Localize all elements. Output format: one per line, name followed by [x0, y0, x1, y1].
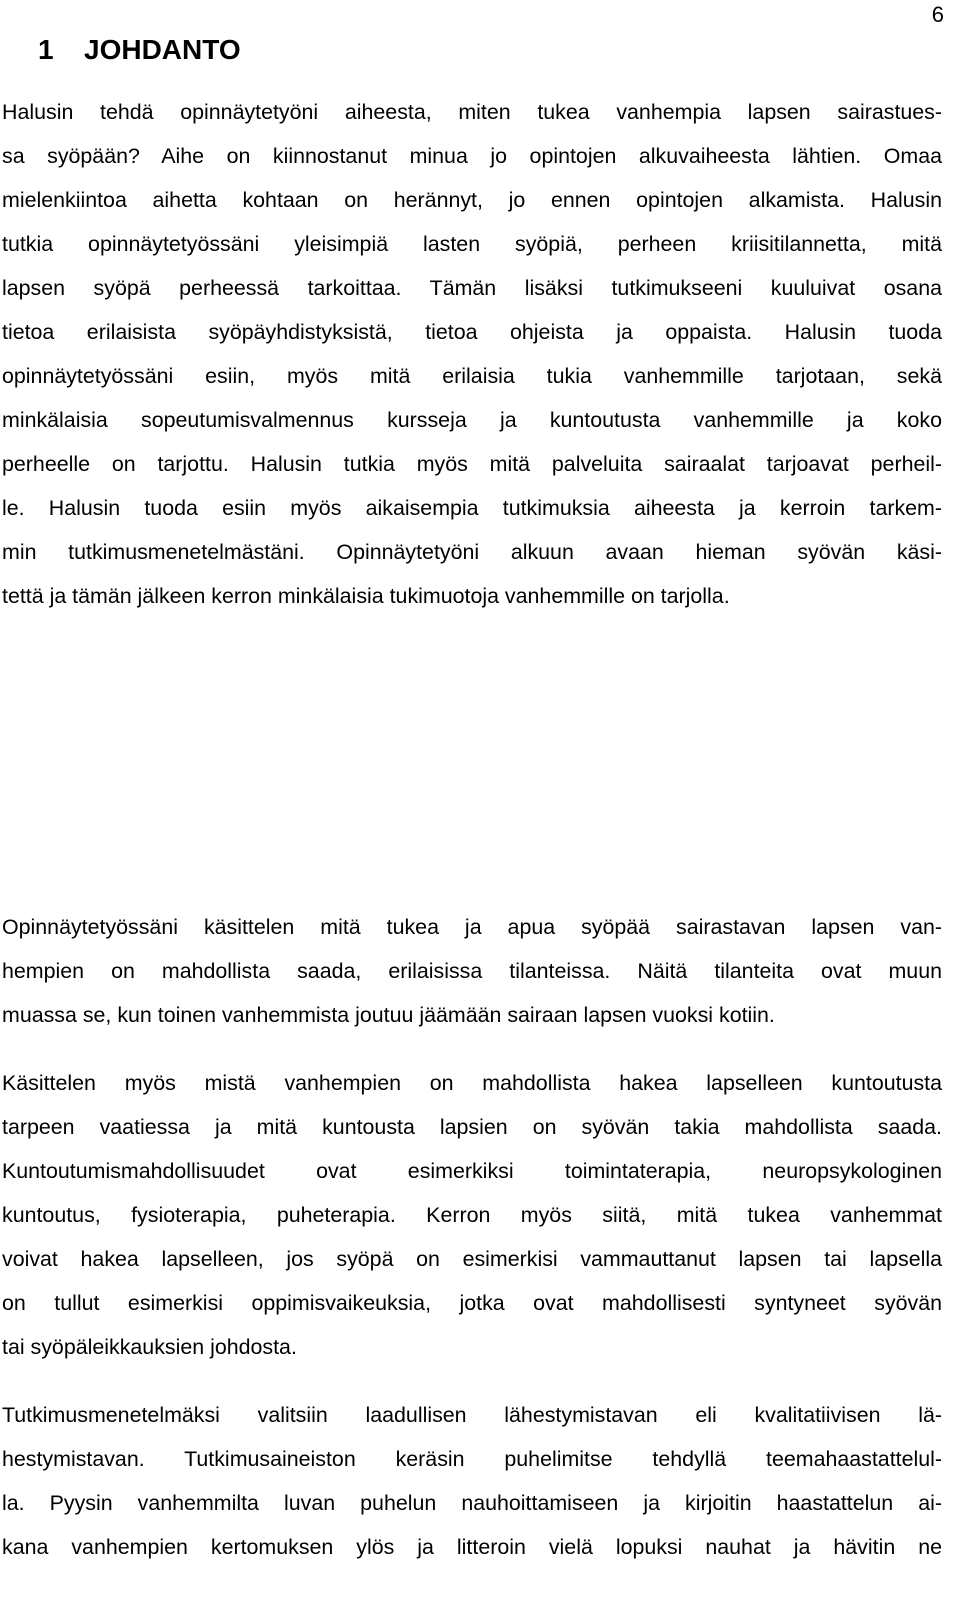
text-line: kuntoutus, fysioterapia, puheterapia. Kerron myös siitä, mitä tukea vanhemmat — [2, 1203, 942, 1227]
text-line: Opinnäytetyössäni käsittelen mitä tukea ja apua syöpää sairastavan lapsen van- — [2, 915, 942, 939]
text-line: tai syöpäleikkauksien johdosta. — [2, 1335, 297, 1359]
text-line: lapsen syöpä perheessä tarkoittaa. Tämän lisäksi tutkimukseeni kuuluivat osana — [2, 276, 942, 300]
text-line: Kuntoutumismahdollisuudet ovat esimerkiksi toimintaterapia, neuropsykologinen — [2, 1159, 942, 1183]
text-line: voivat hakea lapselleen, jos syöpä on esimerkisi vammauttanut lapsen tai lapsella — [2, 1247, 942, 1271]
text-line: opinnäytetyössäni esiin, myös mitä erilaisia tukia vanhemmille tarjotaan, sekä — [2, 364, 942, 388]
chapter-number: 1 — [38, 34, 54, 65]
paragraph-intro — [2, 90, 942, 618]
text-line: hestymistavan. Tutkimusaineiston keräsin puhelimitse tehdyllä teemahaastattelul- — [2, 1447, 942, 1471]
text-line: la. Pyysin vanhemmilta luvan puhelun nauhoittamiseen ja kirjoitin haastattelun ai- — [2, 1491, 942, 1515]
paragraph-support — [2, 905, 942, 1037]
text-line: le. Halusin tuoda esiin myös aikaisempia tutkimuksia aiheesta ja kerroin tarkem- — [2, 496, 942, 520]
text-line: tietoa erilaisista syöpäyhdistyksistä, tietoa ohjeista ja oppaista. Halusin tuoda — [2, 320, 942, 344]
chapter-heading — [38, 30, 241, 70]
text-line: tettä ja tämän jälkeen kerron minkälaisia tukimuotoja vanhemmille on tarjolla. — [2, 584, 730, 608]
text-line: kana vanhempien kertomuksen ylös ja litteroin vielä lopuksi nauhat ja hävitin ne — [2, 1535, 942, 1559]
text-line: perheelle on tarjottu. Halusin tutkia myös mitä palveluita sairaalat tarjoavat perheil- — [2, 452, 942, 476]
paragraph-rehabilitation — [2, 1061, 942, 1369]
text-line: tutkia opinnäytetyössäni yleisimpiä lasten syöpiä, perheen kriisitilannetta, mitä — [2, 232, 942, 256]
text-line: minkälaisia sopeutumisvalmennus kursseja ja kuntoutusta vanhemmille ja koko — [2, 408, 942, 432]
text-line: on tullut esimerkisi oppimisvaikeuksia, jotka ovat mahdollisesti syntyneet syövän — [2, 1291, 942, 1315]
paragraph-method — [2, 1393, 942, 1569]
text-line: min tutkimusmenetelmästäni. Opinnäytetyöni alkuun avaan hieman syövän käsi- — [2, 540, 942, 564]
text-line: mielenkiintoa aihetta kohtaan on herännyt, jo ennen opintojen alkamista. Halusin — [2, 188, 942, 212]
page-number: 6 — [931, 2, 944, 27]
text-line: Käsittelen myös mistä vanhempien on mahdollista hakea lapselleen kuntoutusta — [2, 1071, 942, 1095]
text-line: tarpeen vaatiessa ja mitä kuntousta lapsien on syövän takia mahdollista saada. — [2, 1115, 942, 1139]
text-line: hempien on mahdollista saada, erilaisissa tilanteissa. Näitä tilanteita ovat muun — [2, 959, 942, 983]
text-line: sa syöpään? Aihe on kiinnostanut minua jo opintojen alkuvaiheesta lähtien. Omaa — [2, 144, 942, 168]
text-line: Tutkimusmenetelmäksi valitsiin laadullisen lähestymistavan eli kvalitatiivisen lä- — [2, 1403, 942, 1427]
text-line: Halusin tehdä opinnäytetyöni aiheesta, miten tukea vanhempia lapsen sairastues- — [2, 100, 942, 124]
chapter-title: JOHDANTO — [84, 34, 241, 65]
text-line: muassa se, kun toinen vanhemmista joutuu jäämään sairaan lapsen vuoksi kotiin. — [2, 1003, 775, 1027]
